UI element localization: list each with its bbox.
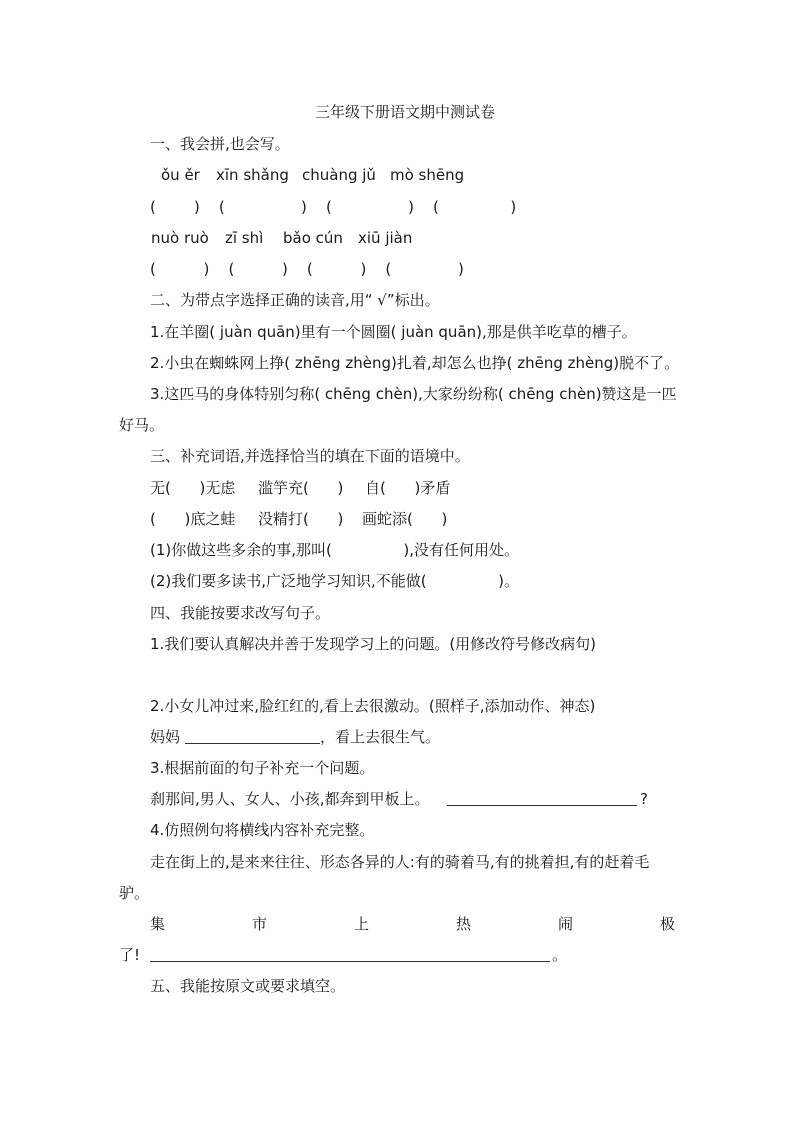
idiom-item[interactable]: 没精打( ) bbox=[258, 510, 344, 528]
question-2-3: 3.这匹马的身体特别匀称( chēng chèn),大家纷纷称( chēng chèn)赞这是一匹 bbox=[150, 385, 677, 403]
answer-line[interactable] bbox=[150, 961, 550, 962]
exam-title: 三年级下册语文期中测试卷 bbox=[315, 103, 496, 121]
example-sentence: 走在街上的,是来来往往、形态各异的人:有的骑着马,有的挑着担,有的赶着毛 bbox=[150, 853, 650, 871]
justified-sentence bbox=[150, 914, 675, 934]
sentence-char: 极 bbox=[659, 915, 675, 933]
sentence-char: 热 bbox=[455, 915, 471, 933]
question-4-4: 4.仿照例句将横线内容补充完整。 bbox=[150, 821, 375, 839]
sentence-char: 市 bbox=[251, 915, 267, 933]
example-sentence-cont: 驴。 bbox=[119, 884, 150, 902]
pinyin-item: xīn shǎng bbox=[216, 166, 289, 184]
pinyin-item: nuò ruò bbox=[151, 229, 209, 247]
section-1-heading: 一、我会拼,也会写。 bbox=[150, 135, 290, 153]
section-2-heading: 二、为带点字选择正确的读音,用“ √”标出。 bbox=[150, 291, 440, 309]
question-4-1: 1.我们要认真解决并善于发现学习上的问题。(用修改符号修改病句) bbox=[150, 635, 597, 653]
question-4-2-suffix: ，看上去很生气。 bbox=[320, 728, 441, 746]
answer-line[interactable] bbox=[447, 805, 637, 806]
section-5-heading: 五、我能按原文或要求填空。 bbox=[150, 977, 346, 995]
question-3-1[interactable]: (1)你做这些多余的事,那叫( ),没有任何用处。 bbox=[150, 541, 520, 559]
pinyin-item: zī shì bbox=[225, 229, 264, 247]
answer-blanks-row[interactable]: ( ) ( ) ( ) ( ) bbox=[150, 260, 464, 278]
question-mark: ? bbox=[640, 790, 648, 808]
sentence-char: 集 bbox=[150, 915, 166, 933]
idiom-item[interactable]: 滥竽充( ) bbox=[258, 479, 344, 497]
question-2-3-cont: 好马。 bbox=[119, 416, 165, 434]
pinyin-item: chuàng jǔ bbox=[302, 166, 376, 184]
sentence-char: 闹 bbox=[557, 915, 573, 933]
idiom-item[interactable]: 自( )矛盾 bbox=[365, 479, 451, 497]
idiom-item[interactable]: 画蛇添( ) bbox=[362, 510, 448, 528]
answer-line[interactable] bbox=[185, 743, 320, 744]
question-2-2: 2.小虫在蜘蛛网上挣( zhēng zhèng)扎着,却怎么也挣( zhēng zhèng)脱不了。 bbox=[150, 354, 680, 372]
question-4-2: 2.小女儿冲过来,脸红红的,看上去很激动。(照样子,添加动作、神态) bbox=[150, 697, 596, 715]
pinyin-item: ǒu ěr bbox=[161, 166, 200, 184]
question-4-3: 3.根据前面的句子补充一个问题。 bbox=[150, 759, 375, 777]
question-4-3-sentence: 刹那间,男人、女人、小孩,都奔到甲板上。 bbox=[150, 790, 430, 808]
question-2-1: 1.在羊圈( juàn quān)里有一个圆圈( juàn quān),那是供羊吃草的槽子。 bbox=[150, 323, 637, 341]
pinyin-item: xiū jiàn bbox=[358, 229, 413, 247]
answer-blanks-row[interactable]: ( ) ( ) ( ) ( ) bbox=[150, 198, 517, 216]
pinyin-item: mò shēng bbox=[390, 166, 465, 184]
section-4-heading: 四、我能按要求改写句子。 bbox=[150, 604, 331, 622]
question-4-2-prefix: 妈妈 bbox=[150, 728, 181, 746]
question-3-2[interactable]: (2)我们要多读书,广泛地学习知识,不能做( )。 bbox=[150, 572, 520, 590]
sentence-prefix: 了! bbox=[119, 946, 141, 964]
sentence-end: 。 bbox=[552, 946, 568, 964]
section-3-heading: 三、补充词语,并选择恰当的填在下面的语境中。 bbox=[150, 447, 470, 465]
idiom-item[interactable]: 无( )无虑 bbox=[150, 479, 236, 497]
sentence-char: 上 bbox=[353, 915, 369, 933]
pinyin-item: bǎo cún bbox=[283, 229, 343, 247]
idiom-item[interactable]: ( )底之蛙 bbox=[150, 510, 236, 528]
